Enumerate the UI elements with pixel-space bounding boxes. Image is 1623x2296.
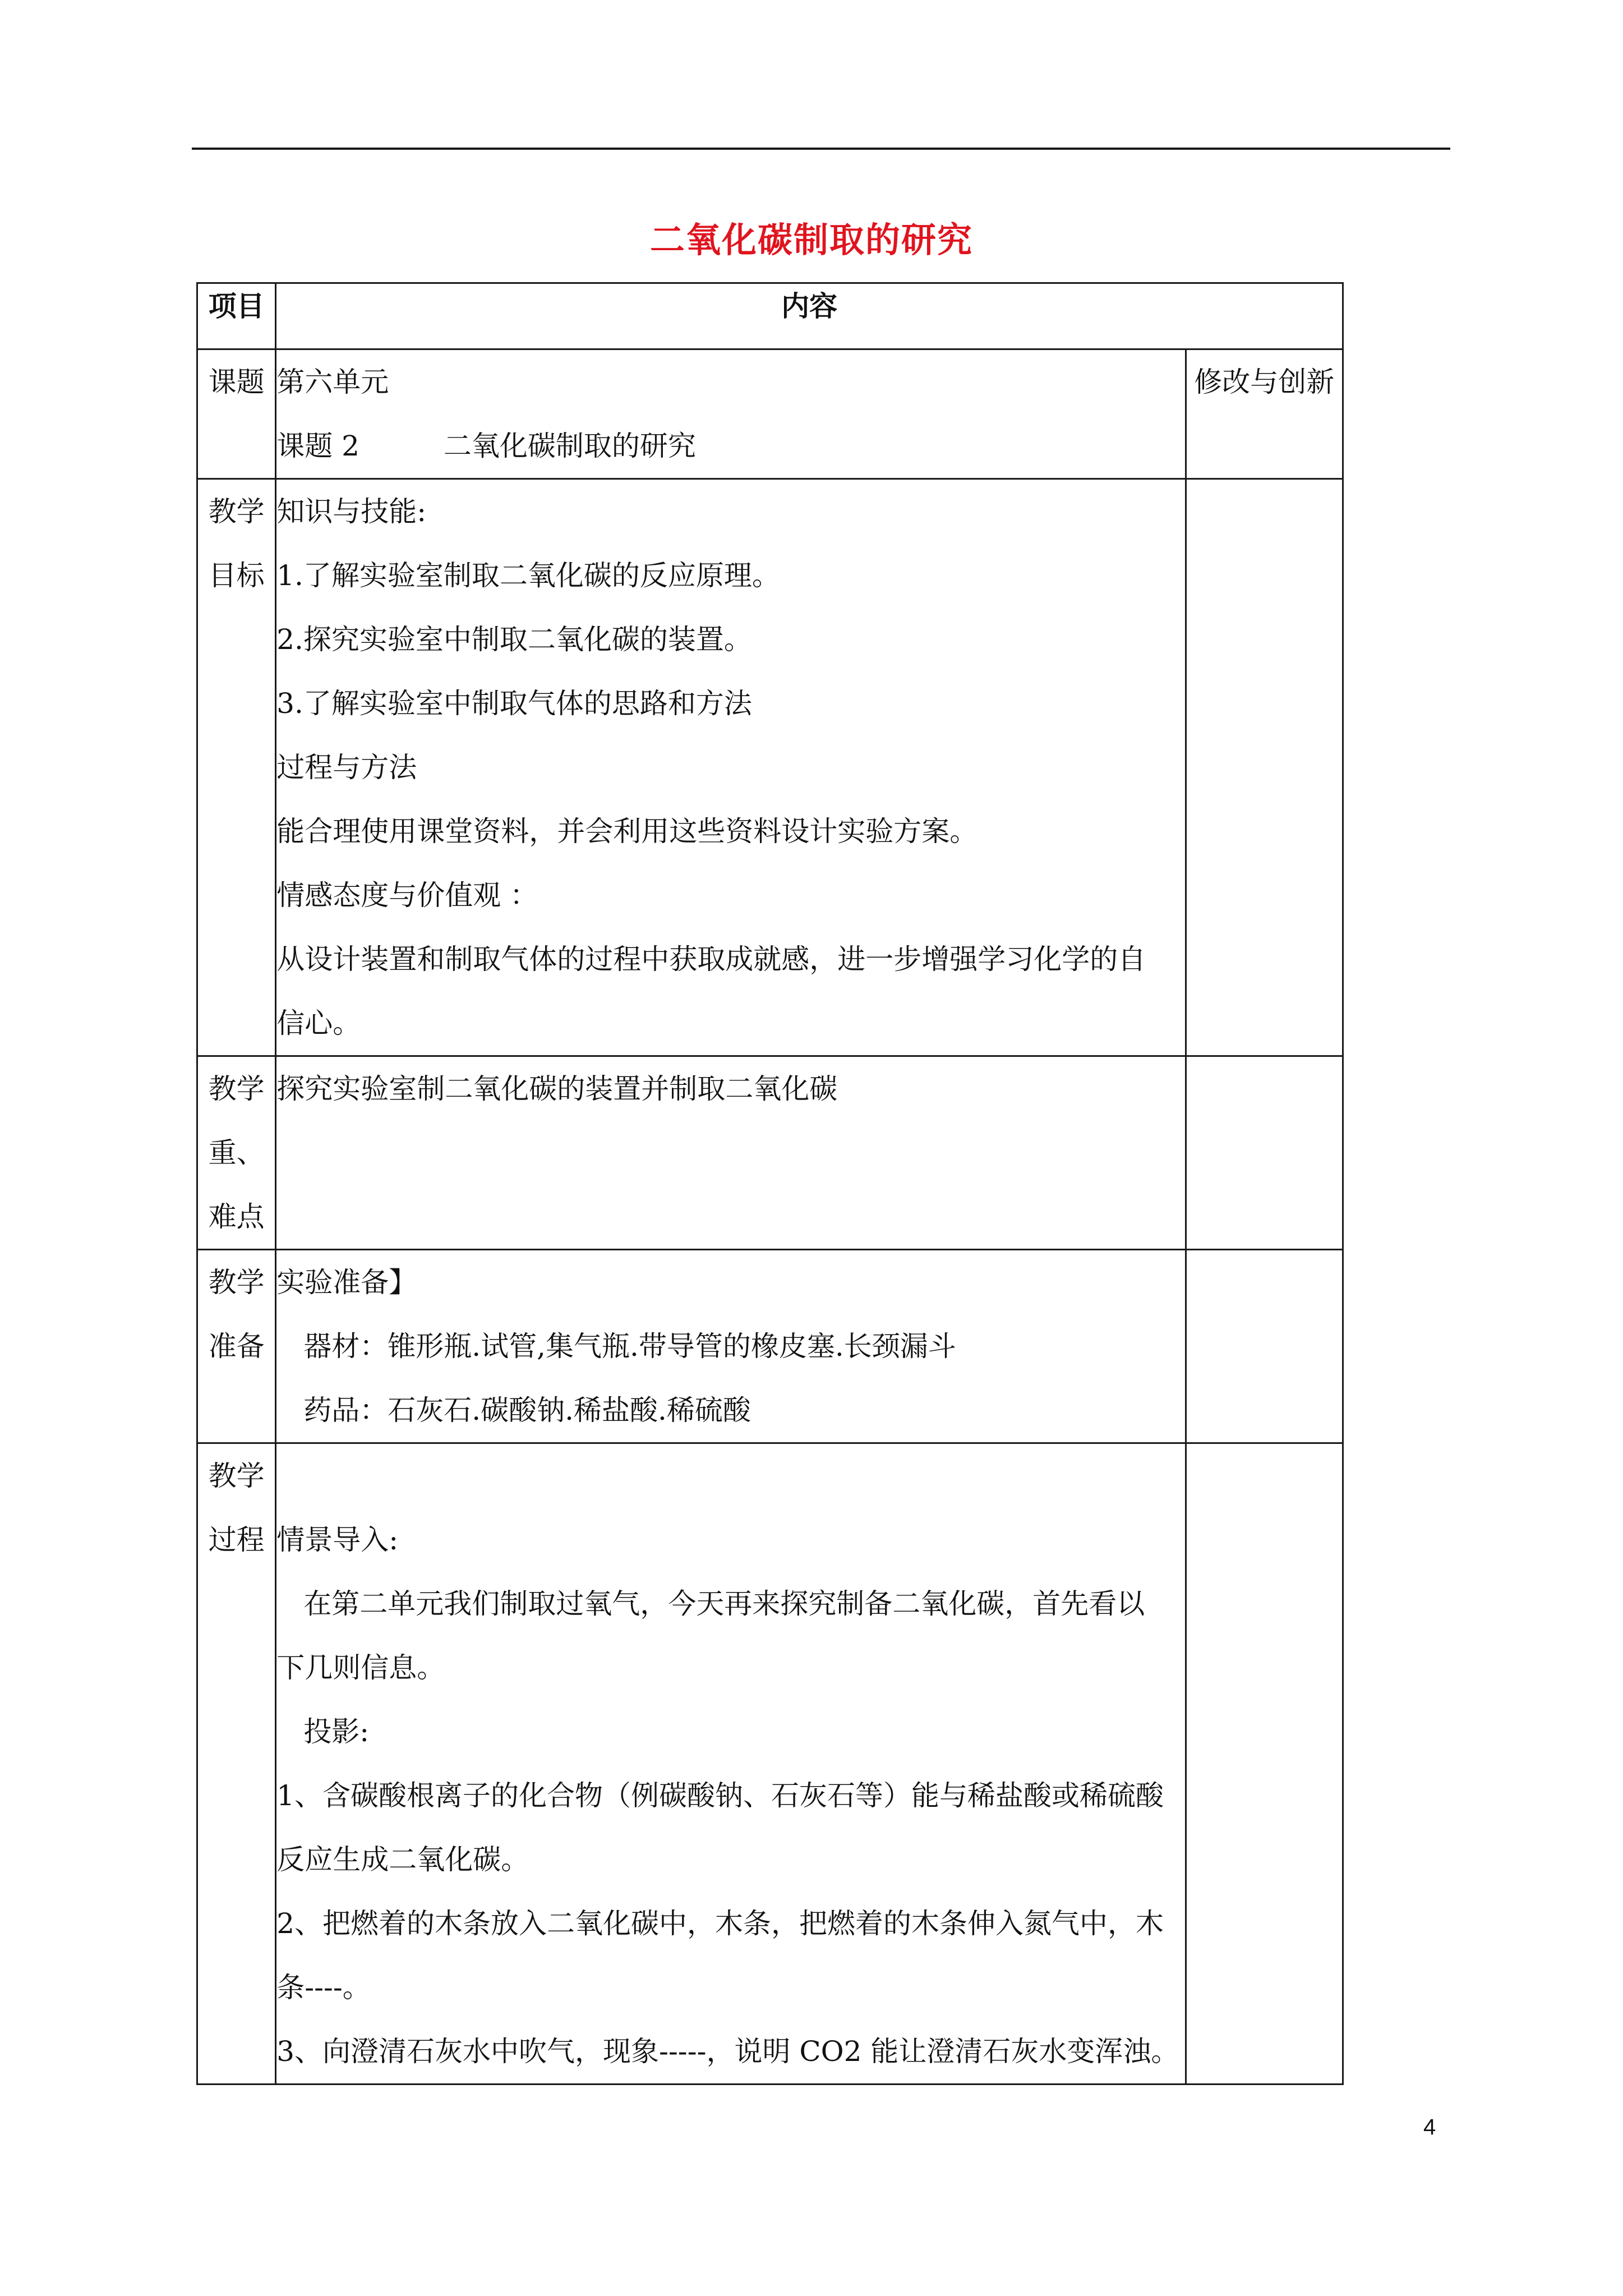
lesson-plan-table <box>196 282 1344 2085</box>
header-rule <box>192 148 1450 150</box>
revision-cell <box>1186 1056 1343 1250</box>
revision-cell <box>1186 1443 1343 2085</box>
label-keypoints: 教学 重、 难点 <box>197 1056 276 1250</box>
page-number: 4 <box>1423 2115 1436 2139</box>
content-preparation: 实验准备】 器材：锥形瓶.试管,集气瓶.带导管的橡皮塞.长颈漏斗 药品：石灰石.碳酸钠.稀盐酸.稀硫酸 <box>276 1250 1186 1443</box>
header-item: 项目 <box>197 283 276 349</box>
content-keypoints: 探究实验室制二氧化碳的装置并制取二氧化碳 <box>276 1056 1186 1250</box>
row-topic <box>197 349 1343 479</box>
revision-column: 修改与创新 <box>1186 349 1343 479</box>
table-header-row <box>197 283 1343 349</box>
row-keypoints <box>197 1056 1343 1250</box>
revision-cell <box>1186 479 1343 1056</box>
revision-cell <box>1186 1250 1343 1443</box>
label-topic: 课题 <box>197 349 276 479</box>
content-topic: 第六单元 课题 2 二氧化碳制取的研究 <box>276 349 1186 479</box>
row-preparation <box>197 1250 1343 1443</box>
row-process <box>197 1443 1343 2085</box>
document-title: 二氧化碳制取的研究 <box>649 219 973 260</box>
header-content: 内容 <box>276 283 1343 349</box>
label-process: 教学 过程 <box>197 1443 276 2085</box>
label-preparation: 教学 准备 <box>197 1250 276 1443</box>
content-objectives: 知识与技能: 1.了解实验室制取二氧化碳的反应原理。 2.探究实验室中制取二氧化碳的装置。 3.了解实验室中制取气体的思路和方法 过程与方法 能合理使用课堂资料，并会利用这些资料设计实验方案。 情感态度与价值观 ： 从设计装置和制取气体的过程中获取成就感，进一步增强学习化学的自 信心。 <box>276 479 1186 1056</box>
row-objectives <box>197 479 1343 1056</box>
content-process: 情景导入: 在第二单元我们制取过氧气，今天再来探究制备二氧化碳，首先看以 下几则信息。 投影: 1、含碳酸根离子的化合物（例碳酸钠、石灰石等）能与稀盐酸或稀硫酸 反应生成二氧化碳。 2、把燃着的木条放入二氧化碳中，木条，把燃着的木条伸入氮气中，木 条----。 3、向澄清石灰水中吹气，现象-----，说明 CO2 能让澄清石灰水变浑浊。 <box>276 1443 1186 2085</box>
label-objectives: 教学 目标 <box>197 479 276 1056</box>
